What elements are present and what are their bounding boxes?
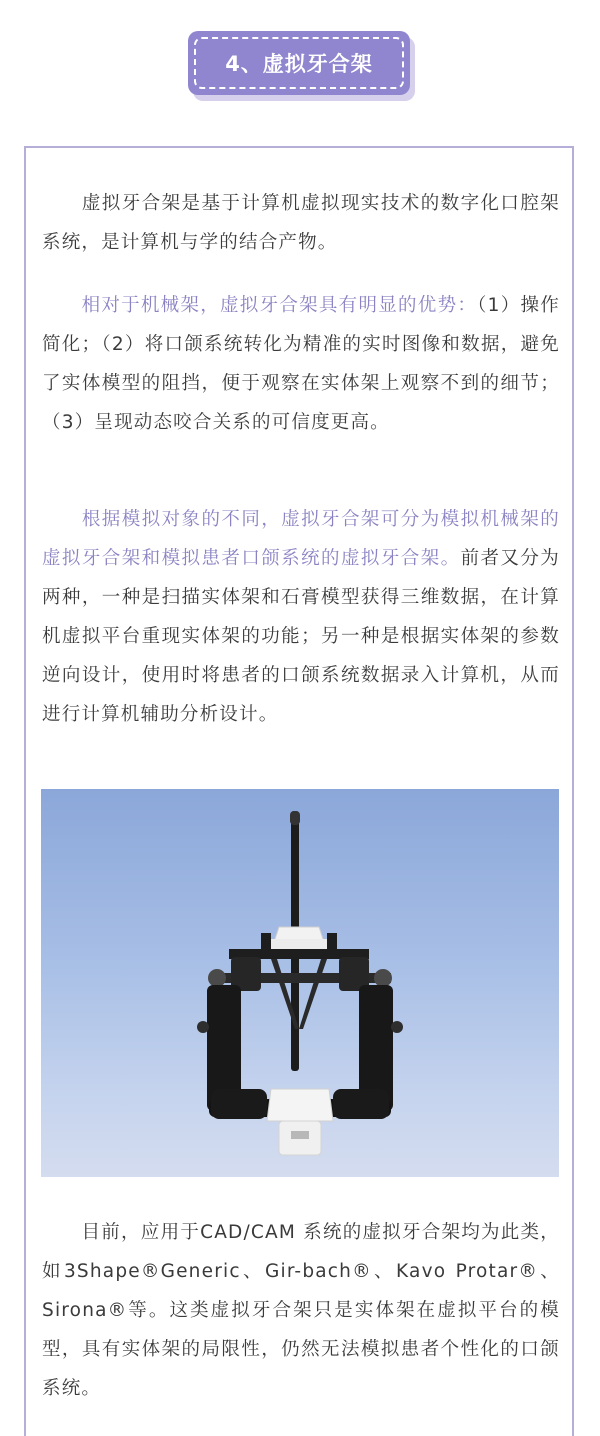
paragraph-intro: [42, 184, 560, 262]
paragraph-current-use-text: 目前，应用于CAD/CAM 系统的虚拟牙合架均为此类，如3Shape®Generic、Gir-bach®、Kavo Protar®、Sirona®等。这类虚拟牙合架只是实体架在虚拟平台的模型，具有实体架的局限性，仍然无法模拟患者个性化的口颌系统。: [42, 1222, 561, 1399]
paragraph-classification: [42, 500, 560, 734]
lower-base-left: [211, 1089, 267, 1119]
incisal-table: [267, 1089, 333, 1121]
condyle-knob-right: [374, 969, 392, 987]
lower-base-right: [333, 1089, 389, 1119]
classification-body: 前者又分为两种，一种是扫描实体架和石膏模型获得三维数据，在计算机虚拟平台重现实体架的功能；另一种是根据实体架的参数逆向设计，使用时将患者的口颌系统数据录入计算机，从而进行计算机辅助分析设计。: [42, 548, 560, 725]
screw-left: [197, 1021, 209, 1033]
section-title: 4、虚拟牙合架: [194, 37, 404, 89]
articulator-photo: [41, 789, 559, 1177]
condyle-knob-left: [208, 969, 226, 987]
pin-tip: [290, 811, 300, 825]
advantages-body: （1）操作简化；（2）将口颌系统转化为精准的实时图像和数据，避免了实体模型的阻挡，便于观察在实体架上观察不到的细节；（3）呈现动态咬合关系的可信度更高。: [42, 295, 560, 433]
upper-post-right: [327, 933, 337, 957]
paragraph-intro-text: 虚拟牙合架是基于计算机虚拟现实技术的数字化口腔架系统，是计算机与学的结合产物。: [42, 193, 560, 253]
paragraph-current-use: [42, 1213, 560, 1408]
section-badge: [188, 31, 410, 95]
articulator-illustration: [41, 789, 559, 1177]
classification-highlight: 根据模拟对象的不同，虚拟牙合架可分为模拟机械架的虚拟牙合架和模拟患者口颌系统的虚拟牙合架。: [42, 509, 560, 569]
paragraph-advantages: [42, 286, 560, 442]
screw-right: [391, 1021, 403, 1033]
lower-mount-slot: [291, 1131, 309, 1139]
arm-right: [299, 959, 327, 1029]
advantages-highlight: 相对于机械架，虚拟牙合架具有明显的优势：: [81, 295, 478, 316]
upper-post-left: [261, 933, 271, 957]
